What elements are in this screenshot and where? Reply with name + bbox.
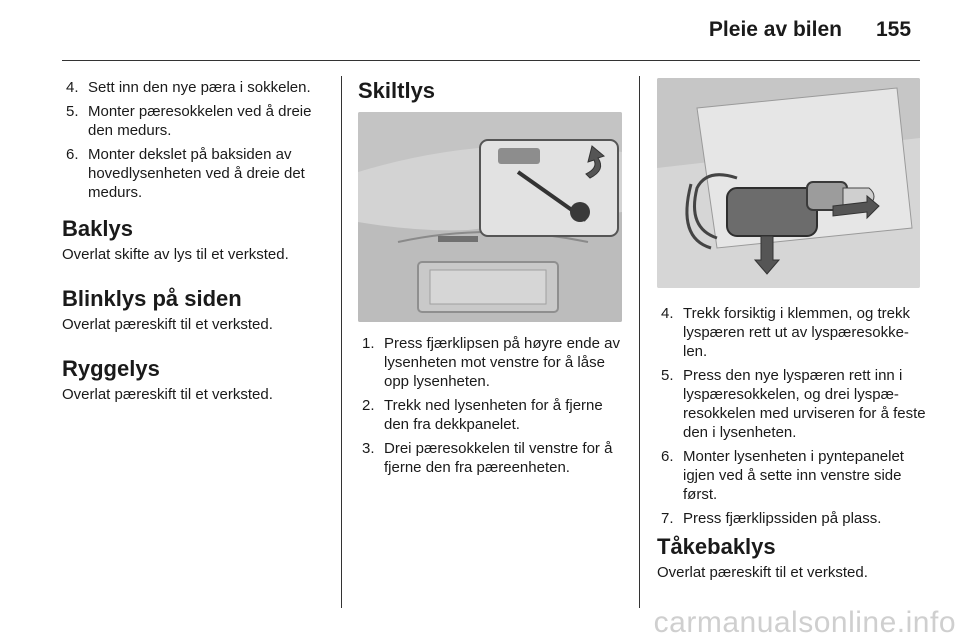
- step-list: [62, 78, 330, 202]
- section-blinklys: [62, 286, 332, 334]
- column-divider-1: [341, 76, 342, 608]
- section-text: Overlat pæreskift til et verksted.: [657, 564, 868, 581]
- page-number: 155: [876, 18, 912, 41]
- section-text: Overlat pæreskift til et verksted.: [62, 386, 273, 403]
- watermark-brand: carmanualsonline.info: [653, 606, 956, 639]
- section-heading: Tåkebaklys: [657, 534, 776, 559]
- list-item: 7. Press fjærklipssiden på plass.: [661, 510, 882, 527]
- section-takebaklys: [657, 534, 927, 582]
- section-text: Overlat pæreskift til et verksted.: [62, 316, 273, 333]
- step-list: [358, 334, 628, 477]
- bulb-illustration: [657, 78, 920, 288]
- section-ryggelys: [62, 356, 332, 404]
- list-item: 6. Monter lysenheten i pyntepanelet igjen ved å sette inn venstre side først.: [661, 448, 904, 503]
- list-item: 4. Sett inn den nye pæra i sokkelen.: [66, 79, 311, 96]
- section-baklys: [62, 216, 332, 264]
- bulb-removal-figure: [657, 78, 920, 288]
- column-3-steps: [657, 304, 927, 533]
- list-item: 4. Trekk forsiktig i klemmen, og trekk lyspæren rett ut av lyspæresokke- len.: [661, 305, 910, 360]
- list-item: 2. Trekk ned lysenheten for å fjerne den fra dekkpanelet.: [362, 397, 603, 433]
- page-title: Pleie av bilen: [708, 18, 842, 41]
- list-item: 6. Monter dekslet på baksiden av hovedlysenheten ved å dreie det medurs.: [66, 146, 305, 201]
- section-heading: Ryggelys: [62, 356, 160, 381]
- section-heading-skiltlys: Skiltlys: [358, 78, 436, 103]
- license-plate-light-figure: [358, 112, 622, 322]
- list-item: 3. Drei pæresokkelen til venstre for å fjerne den fra pæreenheten.: [362, 440, 613, 476]
- list-item: 5. Press den nye lyspæren rett inn i lyspæresokkelen, og drei lyspæ- resokkelen med urviseren for å feste den i lysenheten.: [661, 367, 926, 441]
- column-divider-2: [639, 76, 640, 608]
- column-2-steps: [358, 334, 628, 482]
- list-item: 1. Press fjærklipsen på høyre ende av lysenheten mot venstre for å låse opp lysenheten.: [362, 335, 620, 390]
- column-1: [62, 78, 330, 207]
- license-plate-illustration: [358, 112, 622, 322]
- step-list: [657, 304, 927, 528]
- header-divider: [62, 60, 920, 61]
- list-item: 5. Monter pæresokkelen ved å dreie den medurs.: [66, 103, 312, 139]
- section-text: Overlat skifte av lys til et verksted.: [62, 246, 289, 263]
- section-heading: Blinklys på siden: [62, 286, 242, 311]
- section-heading: Baklys: [62, 216, 133, 241]
